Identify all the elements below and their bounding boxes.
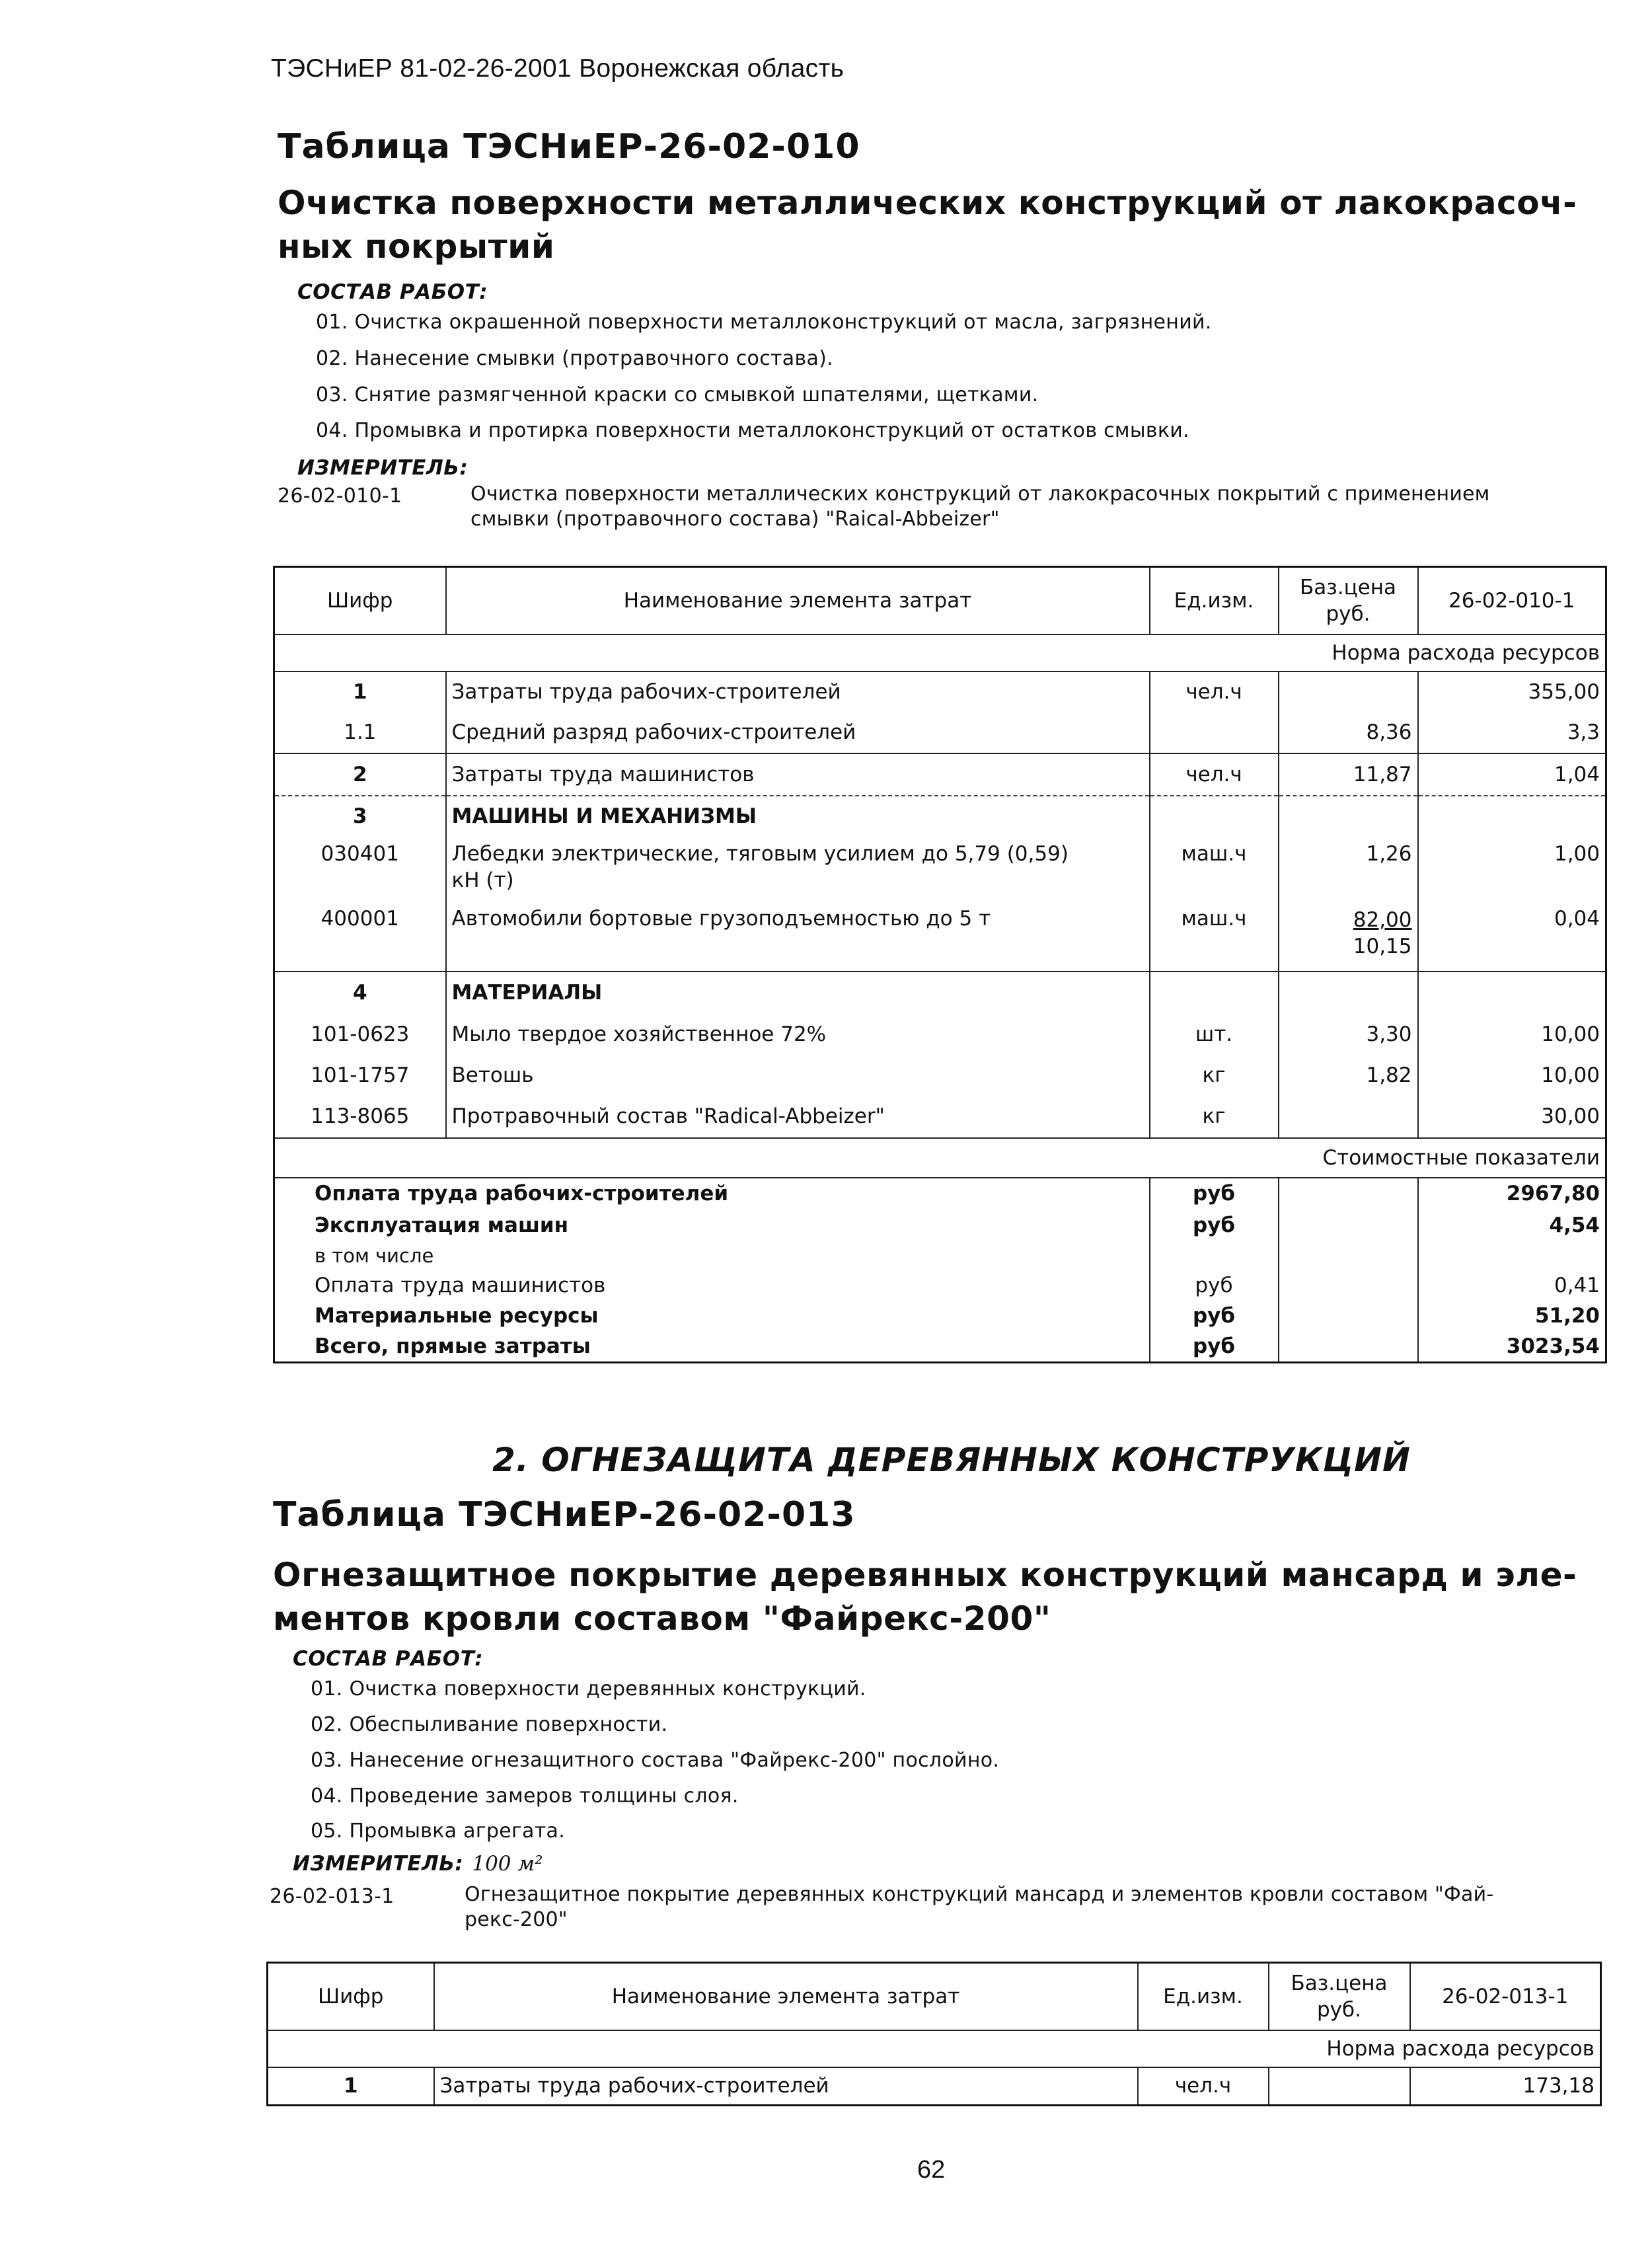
cost-name: Оплата труда рабочих-строителей (315, 1182, 729, 1205)
cost-row (274, 1301, 1606, 1331)
cost-unit: руб (1150, 1301, 1279, 1331)
row-value: 173,18 (1410, 2067, 1601, 2106)
cost-row (274, 1178, 1606, 1209)
row-value: 10,00 (1418, 1055, 1606, 1096)
table2-caption-line1: Огнезащитное покрытие деревянных конструкций мансард и эле- (273, 1556, 1577, 1594)
row-unit (1150, 712, 1279, 753)
cost-value: 0,41 (1418, 1270, 1606, 1301)
norm-label: Норма расхода ресурсов (1279, 634, 1606, 671)
table2-work-step-5: 05. Промывка агрегата. (311, 1819, 566, 1843)
cost-unit: руб (1150, 1270, 1279, 1301)
table1-caption-line2: ных покрытий (278, 227, 555, 266)
row-price: 3,30 (1279, 1014, 1418, 1055)
row-name-line2: кН (т) (451, 868, 514, 892)
row-unit: кг (1150, 1055, 1279, 1096)
cost-row (274, 1241, 1606, 1270)
cost-name: Оплата труда машинистов (315, 1273, 606, 1297)
row-value: 1,00 (1418, 837, 1606, 903)
row-value: 30,00 (1418, 1096, 1606, 1138)
table2-code: 26-02-013-1 (270, 1885, 394, 1908)
row-code: 400001 (320, 906, 399, 931)
table1-code-description (470, 482, 1490, 532)
row-code: 101-1757 (311, 1063, 410, 1087)
table-row (274, 837, 1606, 903)
row-name: Мыло твердое хозяйственное 72% (446, 1014, 1150, 1055)
row-price (1269, 2067, 1410, 2106)
page-number: 62 (917, 2156, 946, 2184)
table1-work-step-1: 01. Очистка окрашенной поверхности металлоконструкций от масла, загрязнений. (316, 311, 1212, 334)
table-row (268, 2067, 1601, 2106)
header-price-line2: руб. (1317, 1997, 1361, 2022)
row-name: Затраты труда рабочих-строителей (446, 671, 1150, 712)
table2-code-desc-line2: рекс-200" (465, 1908, 568, 1931)
cost-name: Материальные ресурсы (315, 1303, 599, 1328)
row-name: МАШИНЫ И МЕХАНИЗМЫ (446, 796, 1150, 837)
row-unit: маш.ч (1150, 837, 1279, 903)
cost-unit: руб (1150, 1331, 1279, 1363)
row-code: 1 (352, 680, 367, 704)
header-price-line1: Баз.цена (1291, 1971, 1388, 1995)
cost-name: Всего, прямые затраты (315, 1334, 591, 1358)
table1-norm-label-row (274, 634, 1606, 671)
table-row (274, 903, 1606, 972)
header-name: Наименование элемента затрат (446, 567, 1150, 634)
header-norm: 26-02-010-1 (1418, 567, 1606, 634)
header-price-line1: Баз.цена (1299, 575, 1397, 599)
table1-meter-label: ИЗМЕРИТЕЛЬ: (297, 456, 469, 480)
row-value: 1,04 (1418, 753, 1606, 796)
table1-norms (273, 566, 1607, 1363)
table2-meter (293, 1852, 543, 1876)
row-name-line1: Лебедки электрические, тяговым усилием до 5,79 (0,59) (451, 841, 1069, 866)
row-code: 1.1 (344, 720, 377, 744)
header-norm: 26-02-013-1 (1410, 1963, 1601, 2030)
row-name: Автомобили бортовые грузоподъемностью до 5 т (446, 903, 1150, 972)
cost-value: 51,20 (1418, 1301, 1606, 1331)
header-name: Наименование элемента затрат (434, 1963, 1138, 2030)
row-code: 101-0623 (311, 1022, 410, 1046)
table2-meter-label: ИЗМЕРИТЕЛЬ: (293, 1852, 464, 1876)
row-price (1279, 671, 1418, 712)
row-name: Протравочный состав "Radical-Abbeizer" (446, 1096, 1150, 1138)
row-value: 355,00 (1418, 671, 1606, 712)
cost-name: Эксплуатация машин (315, 1213, 569, 1237)
table1-code-desc-line2: смывки (протравочного состава) "Raical-Abbeizer" (470, 508, 1000, 531)
table1-work-heading: СОСТАВ РАБОТ: (297, 280, 488, 304)
table1-header-row (274, 567, 1606, 634)
table1-code: 26-02-010-1 (278, 484, 402, 508)
header-unit: Ед.изм. (1138, 1963, 1269, 2030)
section2-heading: 2. ОГНЕЗАЩИТА ДЕРЕВЯННЫХ КОНСТРУКЦИЙ (492, 1441, 1411, 1479)
table2-work-step-3: 03. Нанесение огнезащитного состава "Файрекс-200" послойно. (311, 1749, 1000, 1772)
header-cipher: Шифр (327, 588, 393, 613)
table-row (274, 1055, 1606, 1096)
row-name: Средний разряд рабочих-строителей (446, 712, 1150, 753)
table1-cost-label-row (274, 1138, 1606, 1178)
table-row (274, 972, 1606, 1014)
cost-row (274, 1270, 1606, 1301)
cost-row (274, 1209, 1606, 1241)
row-unit: кг (1150, 1096, 1279, 1138)
row-unit: чел.ч (1150, 671, 1279, 712)
cost-row (274, 1331, 1606, 1363)
row-price: 11,87 (1279, 753, 1418, 796)
row-price (1279, 1096, 1418, 1138)
header-price (1279, 567, 1418, 634)
row-price: 1,26 (1279, 837, 1418, 903)
norm-label: Норма расхода ресурсов (1269, 2030, 1601, 2067)
header-price-line2: руб. (1326, 601, 1370, 626)
table2-work-step-4: 04. Проведение замеров толщины слоя. (311, 1784, 739, 1808)
table2-header-row (268, 1963, 1601, 2030)
table2-title: Таблица ТЭСНиЕР-26-02-013 (273, 1495, 856, 1535)
row-name: Ветошь (446, 1055, 1150, 1096)
header-price (1269, 1963, 1410, 2030)
row-code: 3 (352, 804, 367, 828)
row-unit: маш.ч (1150, 903, 1279, 972)
row-code: 113-8065 (311, 1104, 410, 1128)
table2-norm-label-row (268, 2030, 1601, 2067)
cost-value: 3023,54 (1418, 1331, 1606, 1363)
row-price (1279, 903, 1418, 972)
row-name (446, 837, 1150, 903)
row-value: 0,04 (1418, 903, 1606, 972)
row-price: 1,82 (1279, 1055, 1418, 1096)
table2-work-step-2: 02. Обеспыливание поверхности. (311, 1713, 668, 1736)
header-cipher: Шифр (318, 1984, 384, 2008)
row-value: 3,3 (1418, 712, 1606, 753)
table-row (274, 796, 1606, 837)
row-code: 1 (343, 2074, 358, 2098)
cost-value: 4,54 (1418, 1209, 1606, 1241)
header-unit: Ед.изм. (1150, 567, 1279, 634)
table-row (274, 712, 1606, 753)
cost-label: Стоимостные показатели (1322, 1145, 1600, 1170)
table2-meter-value: 100 м² (472, 1852, 543, 1876)
row-price: 8,36 (1279, 712, 1418, 753)
table1-work-step-2: 02. Нанесение смывки (протравочного состава). (316, 347, 833, 370)
table2-norms (266, 1962, 1602, 2106)
row-price-line2: 10,15 (1353, 934, 1412, 958)
cost-unit: руб (1150, 1178, 1279, 1209)
row-unit: чел.ч (1138, 2067, 1269, 2106)
table1-work-step-4: 04. Промывка и протирка поверхности металлоконструкций от остатков смывки. (316, 419, 1189, 442)
row-code: 030401 (320, 841, 399, 866)
table2-work-heading: СОСТАВ РАБОТ: (293, 1647, 484, 1671)
table1-caption (278, 181, 1577, 268)
table2-code-description (465, 1882, 1493, 1932)
table-row (274, 1096, 1606, 1138)
table2-caption (273, 1553, 1577, 1640)
running-header: ТЭСНиЕР 81-02-26-2001 Воронежская область (271, 54, 845, 83)
table1-title: Таблица ТЭСНиЕР-26-02-010 (278, 127, 860, 167)
row-code: 4 (352, 981, 367, 1005)
row-name: Затраты труда машинистов (446, 753, 1150, 796)
table2-code-desc-line1: Огнезащитное покрытие деревянных конструкций мансард и элементов кровли составом "Фай- (465, 1883, 1494, 1906)
row-code: 2 (352, 762, 367, 786)
row-name: МАТЕРИАЛЫ (446, 972, 1150, 1014)
table1-work-step-3: 03. Снятие размягченной краски со смывкой шпателями, щетками. (316, 383, 1039, 406)
table-row (274, 671, 1606, 712)
row-value: 10,00 (1418, 1014, 1606, 1055)
row-unit: шт. (1150, 1014, 1279, 1055)
table1-caption-line1: Очистка поверхности металлических конструкций от лакокрасоч- (278, 184, 1577, 222)
table-row (274, 753, 1606, 796)
cost-name: в том числе (315, 1244, 434, 1267)
table-row (274, 1014, 1606, 1055)
table2-caption-line2: ментов кровли составом "Файрекс-200" (273, 1599, 1051, 1638)
row-name: Затраты труда рабочих-строителей (434, 2067, 1138, 2106)
cost-unit: руб (1150, 1209, 1279, 1241)
table1-code-desc-line1: Очистка поверхности металлических конструкций от лакокрасочных покрытий с применением (470, 482, 1490, 506)
cost-value: 2967,80 (1418, 1178, 1606, 1209)
table2-work-step-1: 01. Очистка поверхности деревянных конструкций. (311, 1677, 866, 1701)
row-price-line1: 82,00 (1353, 907, 1412, 932)
row-unit: чел.ч (1150, 753, 1279, 796)
